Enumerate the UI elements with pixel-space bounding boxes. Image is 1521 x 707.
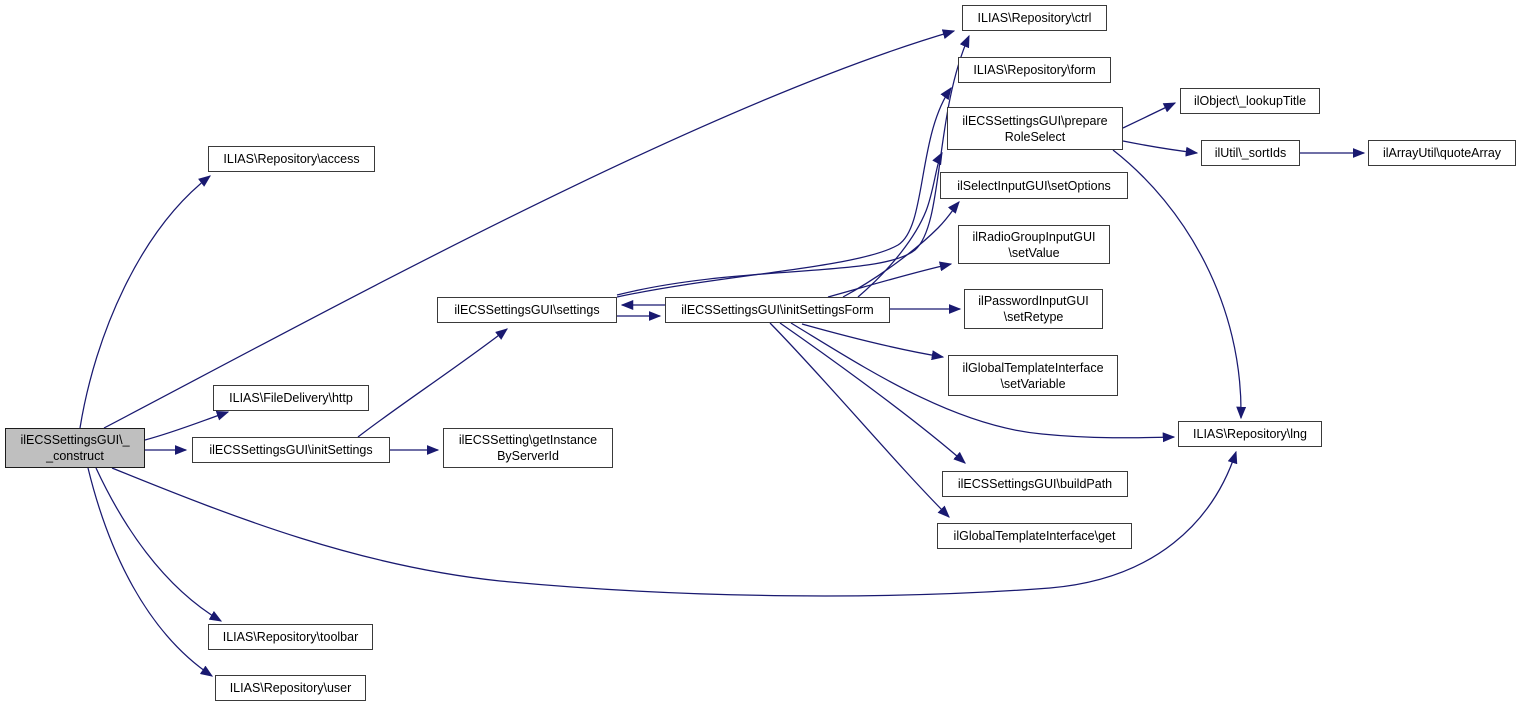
node-ilias-repository-ctrl[interactable] [962,5,1107,31]
node-ilias-filedelivery-http[interactable] [213,385,369,411]
node-label: RoleSelect [1004,129,1066,144]
node-ilecssettingsgui-initsettingsform[interactable] [665,297,890,323]
node-label: ILIAS\Repository\access [223,152,360,166]
node-label: ilECSSettingsGUI\_ [20,433,130,447]
edge-construct-ctrl [104,31,954,428]
node-label: ilECSSettingsGUI\buildPath [957,477,1113,491]
edge-initsettingsform-setoptions [843,202,959,297]
node-ilarrayutil-quotearray[interactable] [1368,140,1516,166]
node-ilias-repository-access[interactable] [208,146,375,172]
node-label: ilGlobalTemplateInterface\get [953,529,1116,543]
edge-preparerole-lookuptitle [1123,103,1175,128]
node-label: ByServerId [497,449,559,463]
edge-initsettingsform-preparerole [858,153,942,297]
edge-settings-ctrl [617,36,969,295]
node-label: ILIAS\Repository\lng [1193,427,1307,441]
node-ilias-repository-form[interactable] [958,57,1111,83]
node-label: ilArrayUtil\quoteArray [1382,146,1502,160]
node-ilecssettingsgui-construct [5,428,145,468]
edge-construct-toolbar [96,468,221,621]
node-ilpasswordinputgui-setretype[interactable] [964,289,1103,329]
node-label: ILIAS\Repository\ctrl [977,11,1092,25]
node-label: \setRetype [1003,310,1064,324]
node-ilutil-sortids[interactable] [1201,140,1300,166]
node-ilradiogroupinputgui-setvalue[interactable] [958,225,1110,264]
edge-settings-form [617,88,951,297]
node-label: ilUtil\_sortIds [1214,146,1287,160]
node-ilias-repository-lng[interactable] [1178,421,1322,447]
node-label: ilSelectInputGUI\setOptions [957,178,1111,193]
edge-construct-user [88,468,212,676]
node-label: ilRadioGroupInputGUI [972,229,1096,244]
edge-initsettingsform-buildpath [780,323,965,463]
edge-initsettingsform-setvariable [802,324,943,357]
node-label: \setValue [1008,245,1060,260]
node-ilecssettingsgui-buildpath[interactable] [942,471,1128,497]
node-ilobject-lookuptitle[interactable] [1180,88,1320,114]
node-label: ILIAS\Repository\toolbar [222,630,359,644]
node-label: _construct [46,449,104,463]
edge-construct-http [145,412,228,440]
node-ilglobaltemplateinterface-setvariable[interactable] [948,355,1118,396]
node-label: ilECSSettingsGUI\settings [454,303,600,317]
node-ilias-repository-toolbar[interactable] [208,624,373,650]
edge-initsettings-settings [358,329,507,437]
edge-initsettingsform-get [770,323,949,517]
node-label: ilECSSettingsGUI\initSettings [209,443,373,457]
node-ilecssettingsgui-settings[interactable] [437,297,617,323]
node-label: \setVariable [1000,376,1066,391]
node-ilecssettingsgui-initsettings[interactable] [192,437,390,463]
edge-initsettingsform-setvalue [828,264,951,297]
node-label: ilECSSettingsGUI\initSettingsForm [681,303,874,317]
edge-preparerole-lng [1113,150,1241,418]
node-label: ILIAS\FileDelivery\http [229,391,353,405]
node-label: ilGlobalTemplateInterface [962,360,1104,375]
node-label: ilPasswordInputGUI [978,294,1089,308]
node-ilecssetting-getinstancebyserverid[interactable] [443,428,613,468]
node-ilglobaltemplateinterface-get[interactable] [937,523,1132,549]
edge-preparerole-sortids [1123,141,1197,153]
edge-construct-access [80,176,210,428]
node-label: ILIAS\Repository\user [229,681,352,695]
node-ilselectinputgui-setoptions[interactable] [940,172,1128,199]
node-label: ilECSSettingsGUI\prepare [962,113,1108,128]
node-ilecssettingsgui-prepareroleselect[interactable] [947,107,1123,150]
node-label: ilObject\_lookupTitle [1193,94,1307,108]
node-label: ilECSSetting\getInstance [458,433,598,447]
node-ilias-repository-user[interactable] [215,675,366,701]
node-label: ILIAS\Repository\form [973,63,1096,77]
